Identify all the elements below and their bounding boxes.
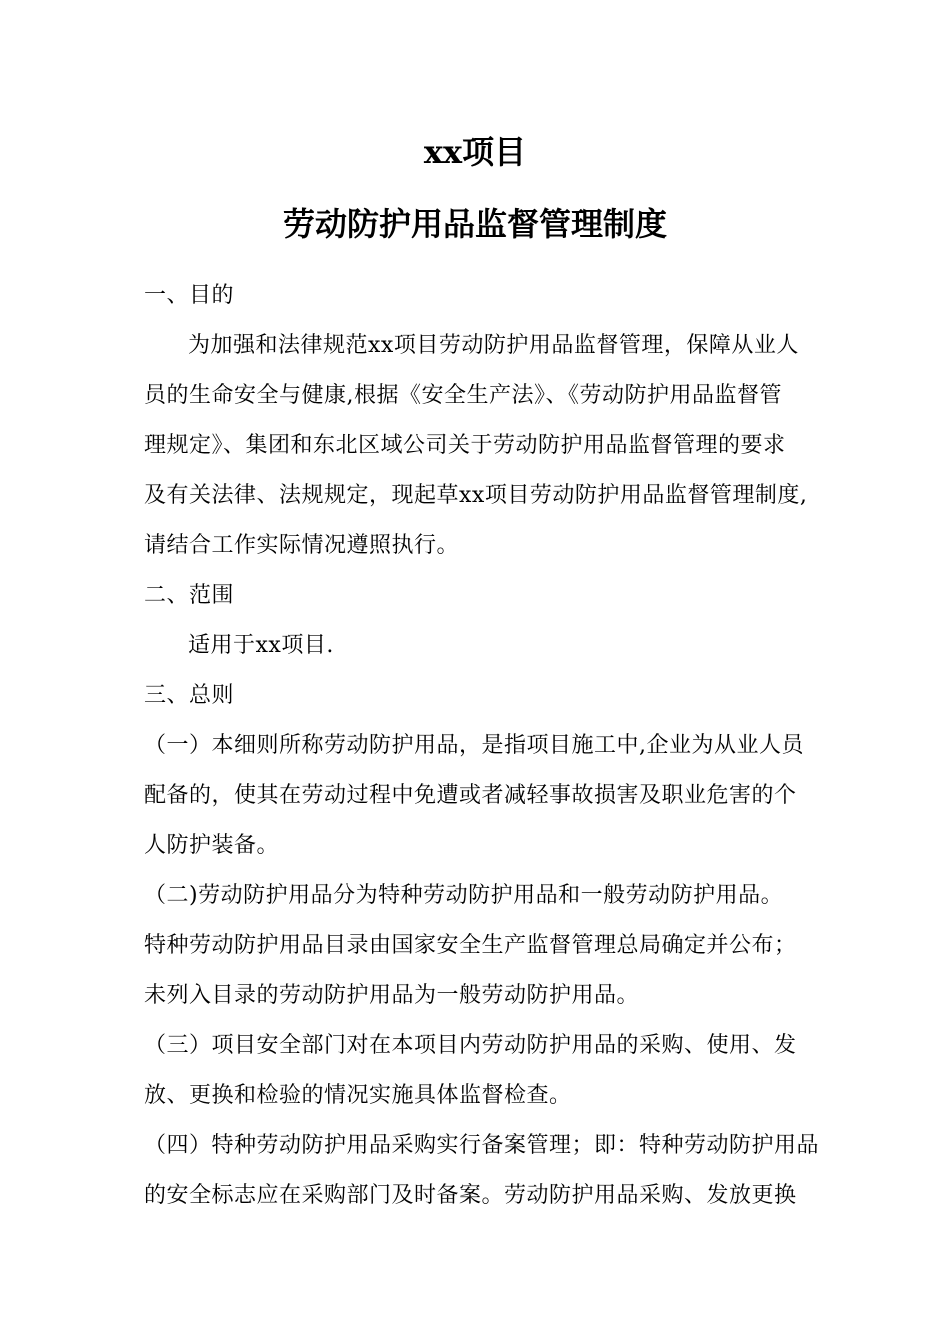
- clause-line: （四）特种劳动防护用品采购实行备案管理；即：特种劳动防护用品: [144, 1133, 820, 1158]
- document-title-project: xx项目: [423, 133, 527, 171]
- clause-line: 未列入目录的劳动防护用品为一般劳动防护用品。: [144, 983, 640, 1008]
- section-heading-general: 三、总则: [144, 683, 235, 708]
- paragraph-line: 员的生命安全与健康,根据《安全生产法》、《劳动防护用品监督管: [144, 383, 782, 408]
- paragraph-line: 为加强和法律规范xx项目劳动防护用品监督管理，保障从业人: [188, 333, 799, 358]
- section-heading-scope: 二、范围: [144, 583, 235, 608]
- clause-line: （一）本细则所称劳动防护用品，是指项目施工中,企业为从业人员: [144, 733, 804, 758]
- document-title-regulation: 劳动防护用品监督管理制度: [282, 205, 667, 243]
- section-heading-purpose: 一、目的: [144, 283, 235, 308]
- clause-line: （三）项目安全部门对在本项目内劳动防护用品的采购、使用、发: [144, 1033, 797, 1058]
- paragraph-line: 适用于xx项目.: [188, 633, 334, 658]
- clause-line: 放、更换和检验的情况实施具体监督检查。: [144, 1083, 572, 1108]
- paragraph-line: 及有关法律、法规规定，现起草xx项目劳动防护用品监督管理制度,: [144, 483, 808, 508]
- clause-line: 的安全标志应在采购部门及时备案。劳动防护用品采购、发放更换: [144, 1183, 797, 1208]
- clause-line: 特种劳动防护用品目录由国家安全生产监督管理总局确定并公布；: [144, 933, 797, 958]
- clause-line: 配备的，使其在劳动过程中免遭或者减轻事故损害及职业危害的个: [144, 783, 797, 808]
- paragraph-line: 理规定》、集团和东北区域公司关于劳动防护用品监督管理的要求: [144, 433, 786, 458]
- clause-line: （二)劳动防护用品分为特种劳动防护用品和一般劳动防护用品。: [144, 883, 784, 908]
- paragraph-line: 请结合工作实际情况遵照执行。: [144, 533, 460, 558]
- clause-line: 人防护装备。: [144, 833, 280, 858]
